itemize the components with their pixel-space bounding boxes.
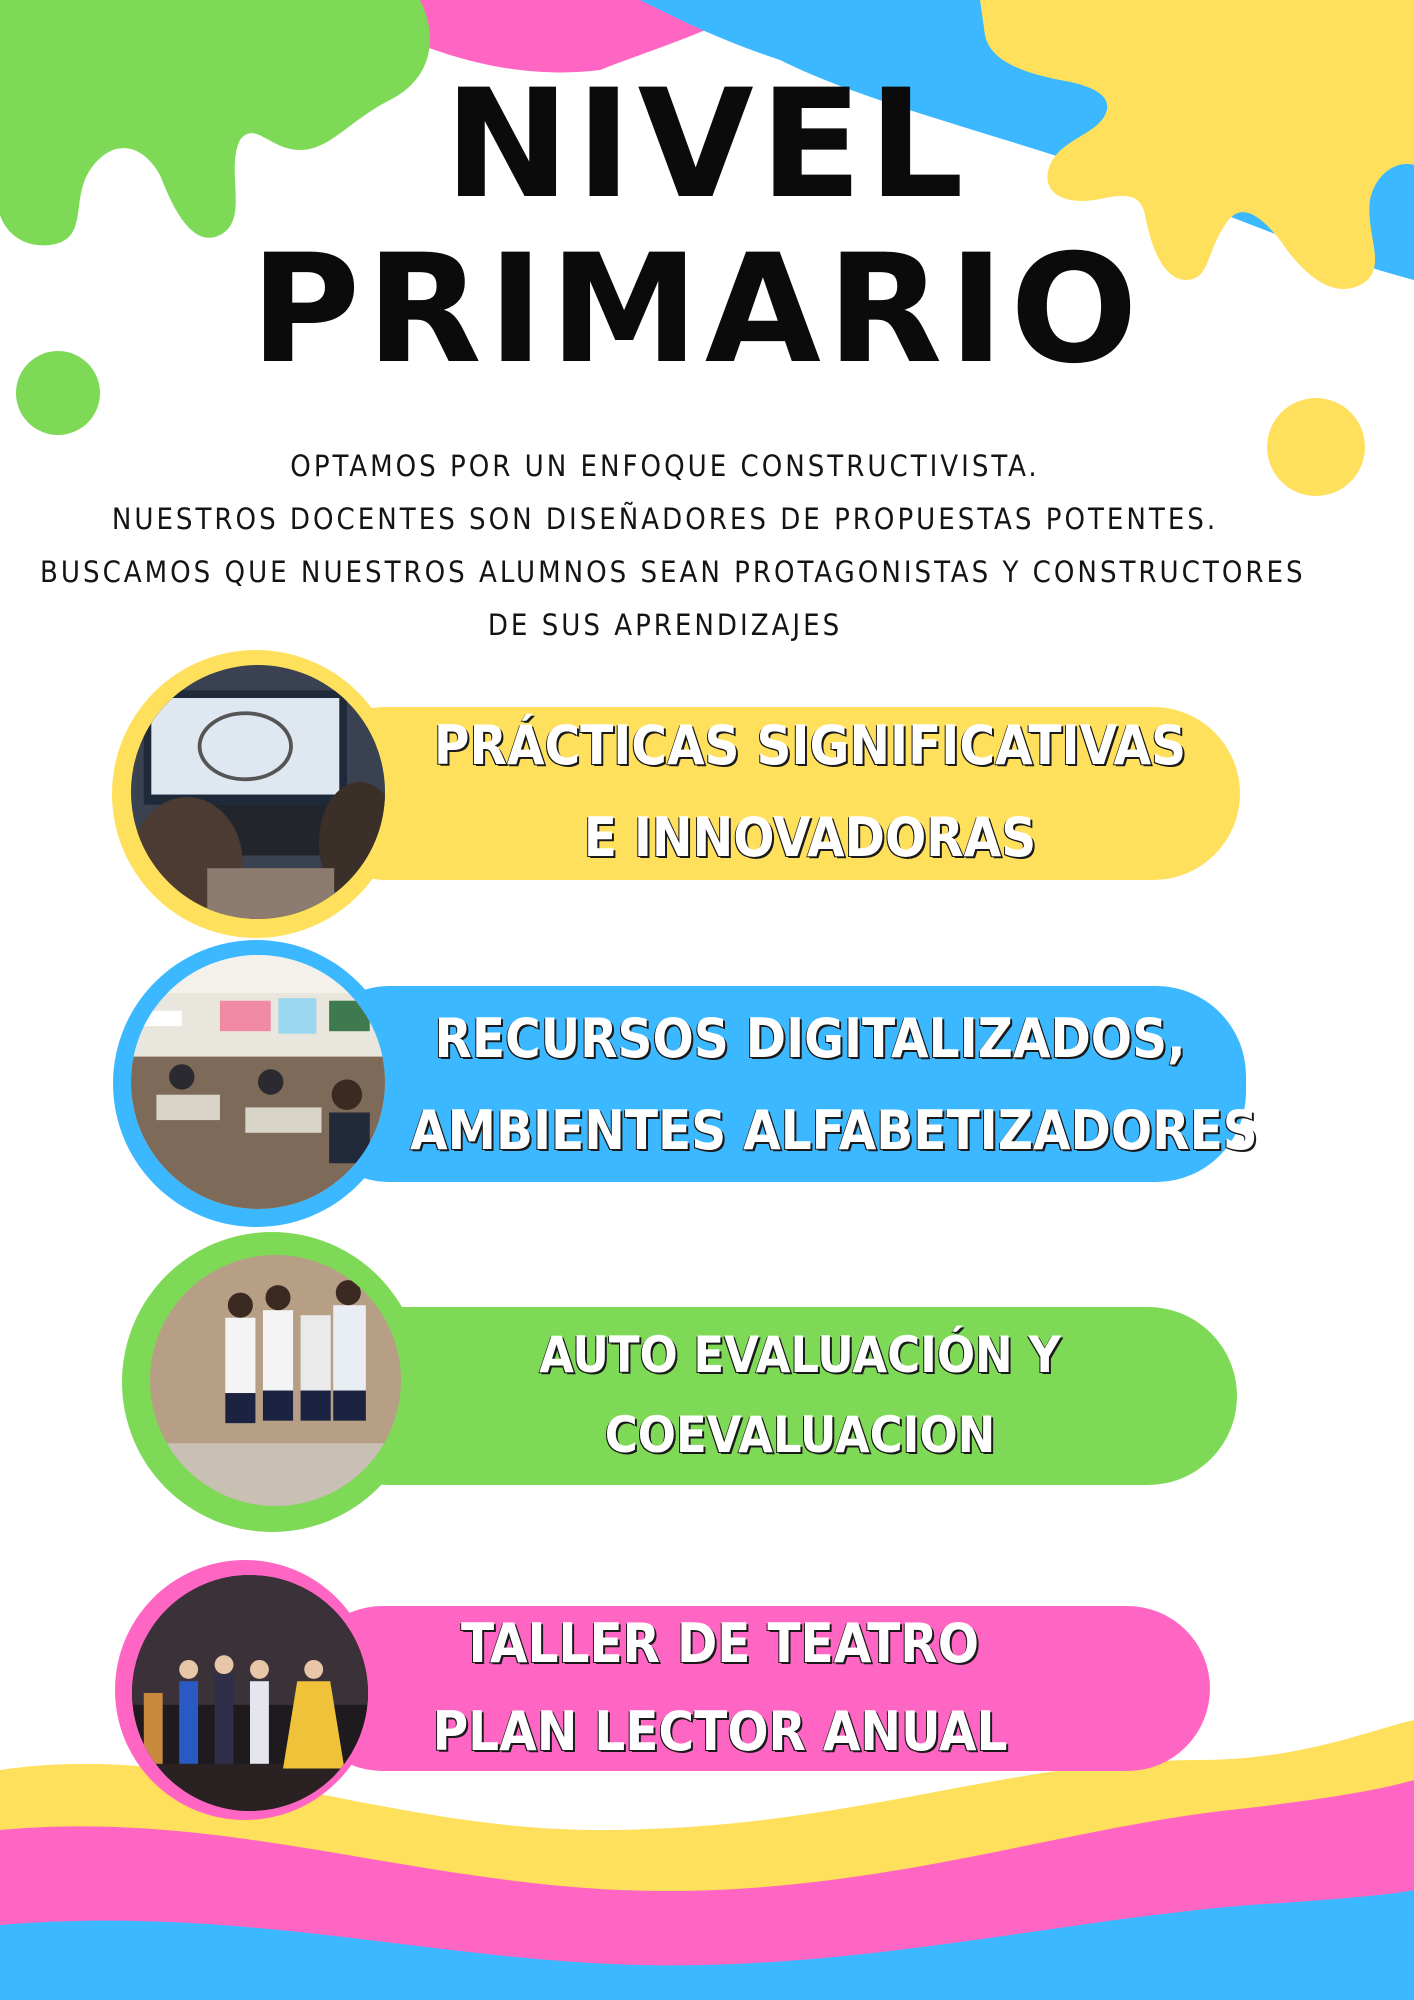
feature-text-practicas — [410, 700, 1210, 884]
classroom-students-photo — [131, 955, 385, 1209]
intro-line-4: DE SUS APRENDIZAJES — [487, 608, 843, 642]
feature-practicas-line-1: PRÁCTICAS SIGNIFICATIVAS — [433, 714, 1187, 777]
page-title-line-2: PRIMARIO — [250, 223, 1144, 397]
feature-text-teatro — [320, 1600, 1120, 1776]
feature-teatro-line-2: PLAN LECTOR ANUAL — [432, 1700, 1008, 1763]
feature-text-evaluacion — [400, 1315, 1200, 1475]
feature-practicas-line-2: E INNOVADORAS — [583, 806, 1037, 869]
feature-evaluacion-line-2: COEVALUACION — [604, 1406, 996, 1464]
intro-text — [40, 440, 1306, 652]
feature-recursos-line-1: RECURSOS DIGITALIZADOS, — [434, 1007, 1186, 1070]
classroom-computer-photo — [131, 665, 385, 919]
intro-line-1: OPTAMOS POR UN ENFOQUE CONSTRUCTIVISTA. — [290, 449, 1040, 483]
feature-teatro-line-1: TALLER DE TEATRO — [460, 1612, 979, 1675]
feature-recursos-line-2: AMBIENTES ALFABETIZADORES — [410, 1099, 1258, 1162]
feature-text-recursos — [410, 993, 1258, 1177]
intro-line-2: NUESTROS DOCENTES SON DISEÑADORES DE PROPUESTAS POTENTES. — [111, 502, 1219, 536]
page-title-line-1: NIVEL — [444, 58, 970, 232]
intro-line-3: BUSCAMOS QUE NUESTROS ALUMNOS SEAN PROTAGONISTAS Y CONSTRUCTORES — [40, 555, 1306, 589]
students-wall-photo — [150, 1255, 401, 1506]
feature-evaluacion-line-1: AUTO EVALUACIÓN Y — [539, 1326, 1061, 1384]
